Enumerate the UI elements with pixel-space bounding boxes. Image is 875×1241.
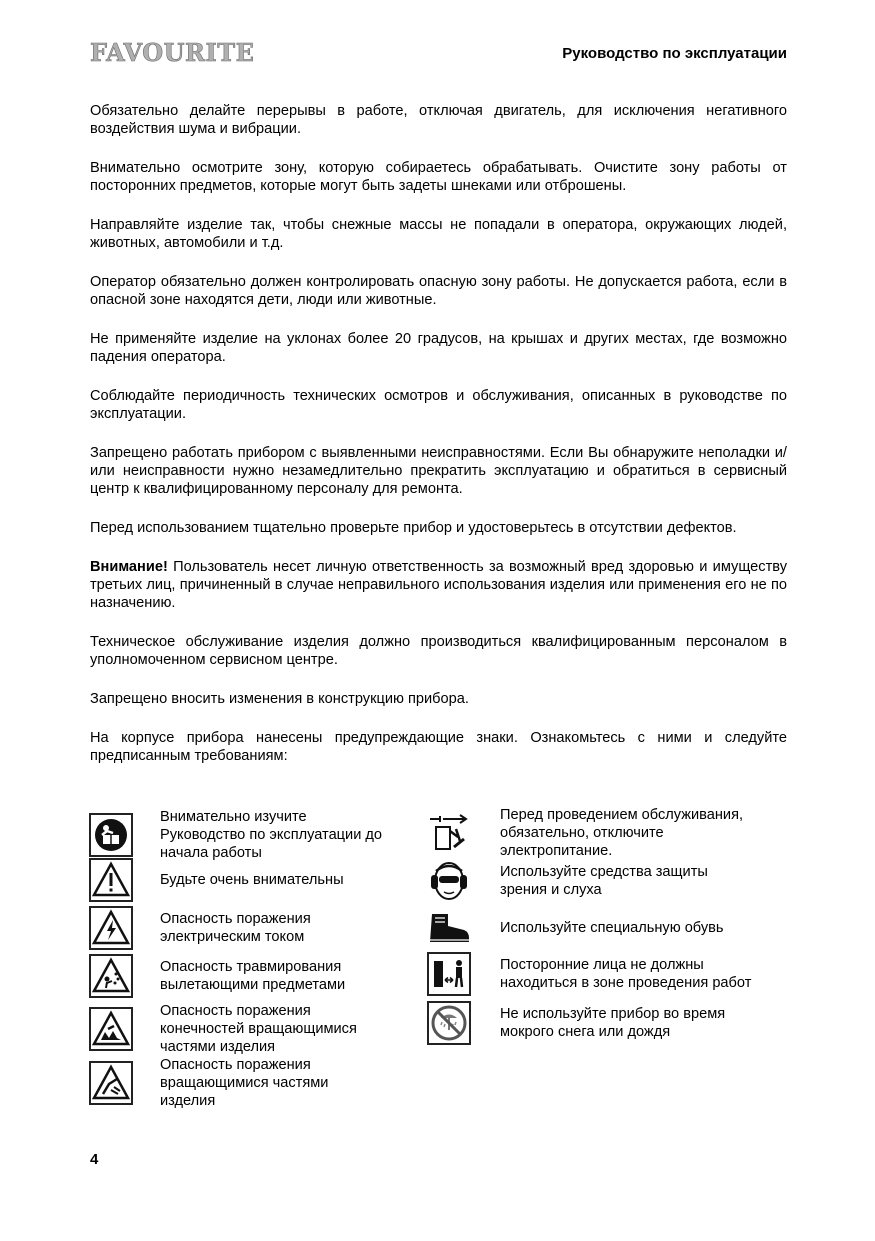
brand-logo: FAVOURITE	[90, 38, 255, 67]
paragraph: Соблюдайте периодичность технических осмотров и обслуживания, описанных в руководстве по эксплуатации.	[90, 388, 787, 422]
sign-warning	[88, 858, 344, 902]
paragraph: Запрещено вносить изменения в конструкцию прибора.	[90, 691, 469, 707]
page-number: 4	[90, 1151, 99, 1168]
keep-distance-icon	[426, 952, 472, 996]
sign-read-manual	[88, 808, 382, 862]
disconnect-power-icon	[426, 811, 472, 855]
paragraph: Оператор обязательно должен контролировать опасную зону работы. Не допускается работа, если в опасной зоне находятся дети, люди или животные.	[90, 274, 787, 308]
eye-ear-protection-icon	[426, 859, 472, 903]
sign-label: Используйте специальную обувь	[500, 920, 724, 936]
sign-label: Будьте очень внимательны	[160, 872, 344, 888]
sign-eye-ear-protection	[426, 859, 708, 903]
sign-label: Используйте средства защиты зрения и слуха	[500, 864, 708, 898]
no-wet-snow-rain-icon	[426, 1001, 472, 1045]
electric-shock-icon	[88, 906, 134, 950]
sign-safety-boots	[426, 906, 724, 950]
warning-icon	[88, 858, 134, 902]
paragraph: Техническое обслуживание изделия должно производиться квалифицированным персоналом в уполномоченном сервисном центре.	[90, 634, 787, 668]
sign-label: Посторонние лица не должны находиться в зоне проведения работ	[500, 957, 752, 991]
rotating-parts-icon	[88, 1061, 134, 1105]
paragraph: На корпусе прибора нанесены предупреждающие знаки. Ознакомьтесь с ними и следуйте предписанным требованиям:	[90, 730, 787, 764]
sign-label: Опасность травмирования вылетающими предметами	[160, 959, 346, 993]
sign-no-wet-snow-rain	[426, 1001, 725, 1045]
document-title: Руководство по эксплуатации	[562, 45, 787, 62]
sign-label: Не используйте прибор во время мокрого снега или дождя	[500, 1006, 726, 1040]
rotating-parts-limbs-icon	[88, 1007, 134, 1051]
sign-label: Внимательно изучите Руководство по эксплуатации до начала работы	[160, 809, 383, 861]
warning-text: Пользователь несет личную ответственность за возможный вред здоровью и имуществу третьих лиц, причиненный в случае неправильного использования изделия или применения его не по назначению.	[90, 559, 787, 611]
sign-disconnect-power	[426, 806, 743, 860]
paragraph: Не применяйте изделие на уклонах более 20 градусов, на крышах и других местах, где возможно падения оператора.	[90, 331, 787, 365]
instructions-body	[90, 102, 787, 765]
sign-keep-distance	[426, 952, 751, 996]
sign-flying-objects	[88, 954, 345, 998]
warning-label: Внимание!	[90, 559, 168, 575]
sign-rotating-parts	[88, 1056, 328, 1110]
paragraph: Внимательно осмотрите зону, которую собираетесь обрабатывать. Очистите зону работы от посторонних предметов, которые могут быть задеты шнеками или отброшены.	[90, 160, 787, 194]
sign-label: Опасность поражения электрическим током	[160, 911, 311, 945]
paragraph: Запрещено работать прибором с выявленными неисправностями. Если Вы обнаружите неполадки и/или неисправности нужно незамедлительно прекратить эксплуатацию и обратиться в сервисный центр к квалифицированному персоналу для ремонта.	[90, 445, 787, 497]
paragraph: Направляйте изделие так, чтобы снежные массы не попадали в оператора, окружающих людей, животных, автомобили и т.д.	[90, 217, 787, 251]
flying-objects-icon	[88, 954, 134, 998]
sign-label: Перед проведением обслуживания, обязательно, отключите электропитание.	[500, 807, 744, 859]
paragraph: Перед использованием тщательно проверьте прибор и удостоверьтесь в отсутствии дефектов.	[90, 520, 737, 536]
sign-electric-shock	[88, 906, 311, 950]
sign-label: Опасность поражения конечностей вращающимися частями изделия	[160, 1003, 357, 1055]
sign-rotating-parts-limbs	[88, 1002, 357, 1056]
paragraph: Обязательно делайте перерывы в работе, отключая двигатель, для исключения негативного воздействия шума и вибрации.	[90, 103, 787, 137]
sign-label: Опасность поражения вращающимися частями изделия	[160, 1057, 329, 1109]
safety-boots-icon	[426, 906, 472, 950]
read-manual-icon	[88, 813, 134, 857]
warning-paragraph	[90, 558, 787, 612]
